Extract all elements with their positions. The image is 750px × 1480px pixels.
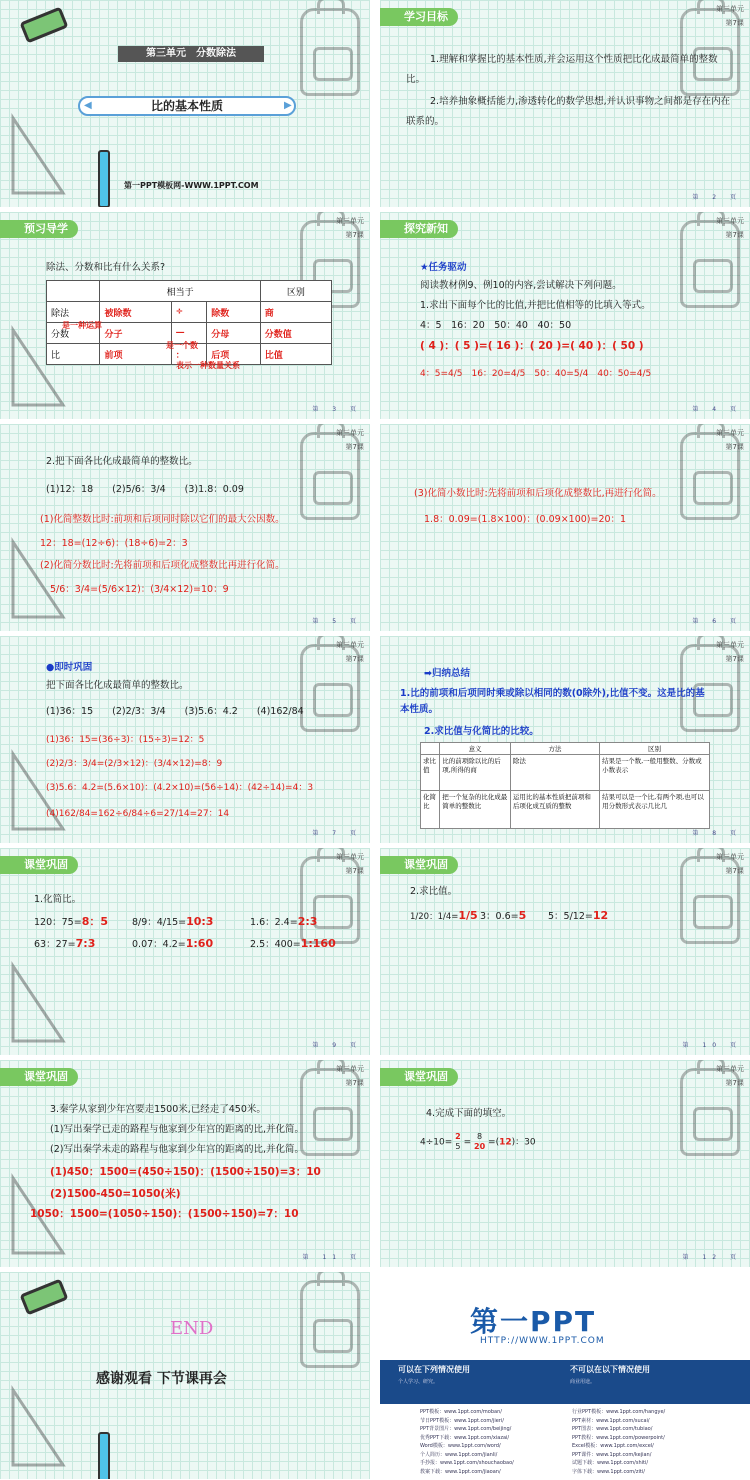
exercise-title: 2.把下面各比化成最简单的整数比。: [46, 456, 198, 467]
ratio-value-title: 2.求比值。: [410, 886, 458, 897]
equation: ( 4 )：( 5 )=( 16 )：( 20 )=( 40 )：( 50 ): [420, 340, 644, 352]
answer-1: 12：18=(12÷6)：(18÷6)=2：3: [40, 538, 188, 549]
link-list-left: [420, 1408, 514, 1476]
resource-link[interactable]: PPT课件：www.1ppt.com/kejian/: [572, 1451, 652, 1458]
resource-link[interactable]: 试题下载：www.1ppt.com/shiti/: [572, 1460, 649, 1466]
lesson-label: 第7课: [345, 231, 364, 239]
compare-table: 意义 方法 区别 求比值 比的前项除以比的后项,所得的商 除法 结果是一个数,一般用整数、分数或小数表示 化简比 把一个复杂的比化成最简单的整数比 运用比的基本性质把前项和后项化成互质的整数 结果可以是一个比,有两个项,也可以用分数形式表示几比几: [420, 742, 710, 829]
section-tag: 课堂巩固: [380, 1068, 458, 1086]
page-number: 第 5 页: [312, 618, 362, 625]
section-tag: 课堂巩固: [0, 1068, 78, 1086]
slide-12[interactable]: [380, 1060, 750, 1267]
question: 除法、分数和比有什么关系?: [46, 262, 166, 273]
goal-1: 1.理解和掌握比的基本性质,并会运用这个性质把比化成最简单的整数比。: [406, 54, 718, 85]
resource-link[interactable]: Excel模板：www.1ppt.com/excel/: [572, 1443, 654, 1449]
resource-link[interactable]: PPT教程：www.1ppt.com/powerpoint/: [572, 1434, 665, 1441]
lesson-label: 第7课: [725, 1079, 744, 1087]
triangle-ruler-icon: [8, 961, 68, 1047]
rule-2: (2)化简分数比时:先将前项和后项化成整数比再进行化简。: [40, 560, 285, 571]
info-band: 可以在下列情况使用 个人学习、研究。 不可以在以下情况使用 商业用途。: [380, 1360, 750, 1404]
arrow-right-icon: ▶: [284, 100, 292, 111]
page-number: 第 11 页: [302, 1254, 362, 1261]
page-number: 第 4 页: [692, 406, 742, 413]
slide-11[interactable]: [0, 1060, 370, 1267]
practice-title: 把下面各比化成最简单的整数比。: [46, 680, 189, 691]
lesson-label: 第7课: [345, 1079, 364, 1087]
backpack-icon: [300, 8, 360, 96]
note-2: 是一个数: [166, 341, 198, 350]
unit-label: 第三单元: [716, 1065, 744, 1073]
resource-link[interactable]: PPT模板：www.1ppt.com/moban/: [420, 1409, 502, 1415]
simplify-title: 1.化简比。: [34, 894, 82, 905]
section-tag: 学习目标: [380, 8, 458, 26]
lesson-label: 第7课: [725, 655, 744, 663]
unit-label: 第三单元: [336, 1065, 364, 1073]
slide-13[interactable]: [0, 1272, 370, 1479]
question-2: (2)写出秦学未走的路程与他家到少年宫的距离的比,并化简。: [50, 1144, 304, 1155]
unit-label: 第三单元: [716, 641, 744, 649]
section-tag: 课堂巩固: [380, 856, 458, 874]
summary-line-1: 1.比的前项和后项同时乘或除以相同的数(0除外),比值不变。这是比的基本性质。: [400, 688, 705, 715]
solution-1: (1)450：1500=(450÷150)：(1500÷150)=3：10: [50, 1166, 321, 1178]
question-1: (1)写出秦学已走的路程与他家到少年宫的距离的比,并化简。: [50, 1124, 304, 1135]
relation-table: 相当于 区别 除法 被除数 ÷ 除数 商 分数 分子 — 分母 分数值 比 前项 ： 后项 比值: [46, 280, 332, 365]
lesson-label: 第7课: [345, 867, 364, 875]
goal-2: 2.培养抽象概括能力,渗透转化的数学思想,并认识事物之间都是存在内在联系的。: [406, 96, 731, 127]
page-number: 第 9 页: [312, 1042, 362, 1049]
link-list-right: [572, 1408, 665, 1476]
resource-link[interactable]: PPT素材：www.1ppt.com/sucai/: [572, 1417, 650, 1424]
lesson-label: 第7课: [725, 231, 744, 239]
task-line-1: 阅读教材例9、例10的内容,尝试解决下列问题。: [420, 280, 622, 291]
ppt-logo: 第一PPT: [470, 1305, 597, 1338]
practice-answer-1: (1)36：15=(36÷3)：(15÷3)=12：5: [46, 735, 205, 745]
ratios: 4：5 16：20 50：40 40：50: [420, 320, 572, 331]
unit-label: 第三单元: [716, 853, 744, 861]
summary-line-2: 2.求比值与化简比的比较。: [424, 726, 539, 737]
page-number: 第 6 页: [692, 618, 742, 625]
eraser-icon: [19, 1279, 68, 1316]
slide-title: 比的基本性质: [78, 96, 296, 116]
eraser-icon: [19, 7, 68, 44]
unit-label: 第三单元: [716, 429, 744, 437]
slide-9[interactable]: 课堂巩固 第三单元 第7课 1.化简比。 120：75=8：5 8/9：4/15=10:3 1.6：2.4=2:3 63：27=7:3 0.07：4.2=1:60 2.5：400=1:160 第 9 页: [0, 848, 370, 1055]
note-3: 表示一种数量关系: [176, 361, 240, 370]
backpack-icon: [300, 1280, 360, 1368]
unit-label: 第三单元: [716, 5, 744, 13]
resource-link[interactable]: PPT图表：www.1ppt.com/tubiao/: [572, 1426, 653, 1432]
slide-3[interactable]: [0, 212, 370, 419]
resource-link[interactable]: 优秀PPT下载：www.1ppt.com/xiazai/: [420, 1434, 510, 1441]
resource-link[interactable]: 字体下载：www.1ppt.com/ziti/: [572, 1468, 645, 1475]
ppt-url: HTTP://WWW.1PPT.COM: [480, 1336, 605, 1346]
resource-link[interactable]: 行业PPT模板：www.1ppt.com/hangye/: [572, 1409, 666, 1415]
page-number: 第 12 页: [682, 1254, 742, 1261]
unit-label: 第三单元: [336, 429, 364, 437]
practice-answer-3: (3)5.6：4.2=(5.6×10)：(4.2×10)=(56÷14)：(42÷14)=4：3: [46, 783, 314, 793]
pencil-icon: [98, 150, 110, 207]
end-mark: END: [170, 1318, 214, 1339]
lesson-label: 第7课: [345, 443, 364, 451]
resource-link[interactable]: 教案下载：www.1ppt.com/jiaoan/: [420, 1468, 501, 1475]
page-number: 第 2 页: [692, 194, 742, 201]
exercise-items: (1)12：18 (2)5/6：3/4 (3)1.8：0.09: [46, 484, 244, 495]
resource-link[interactable]: Word模板：www.1ppt.com/word/: [420, 1443, 501, 1449]
practice-heading: ●即时巩固: [46, 662, 93, 673]
page-number: 第 7 页: [312, 830, 362, 837]
triangle-ruler-icon: [8, 113, 68, 199]
rule-1: (1)化简整数比时:前项和后项同时除以它们的最大公因数。: [40, 514, 285, 525]
unit-banner: 第三单元 分数除法: [118, 46, 264, 62]
page-number: 第 8 页: [692, 830, 742, 837]
slide-5[interactable]: [0, 424, 370, 631]
note-1: 是一种运算: [62, 321, 102, 330]
unit-label: 第三单元: [336, 853, 364, 861]
practice-items: (1)36：15 (2)2/3：3/4 (3)5.6：4.2 (4)162/84: [46, 706, 304, 717]
page-number: 第 3 页: [312, 406, 362, 413]
triangle-ruler-icon: [8, 1385, 68, 1471]
solution-2b: 1050：1500=(1050÷150)：(1500÷150)=7：10: [30, 1208, 299, 1220]
slide-8[interactable]: [380, 636, 750, 843]
solution-2a: (2)1500-450=1050(米): [50, 1188, 181, 1200]
fill-title: 4.完成下面的填空。: [426, 1108, 512, 1119]
section-tag: 课堂巩固: [0, 856, 78, 874]
page-number: 第 10 页: [682, 1042, 742, 1049]
resource-link[interactable]: 节日PPT模板：www.1ppt.com/jieri/: [420, 1417, 504, 1424]
section-tag: 预习导学: [0, 220, 78, 238]
slide-7[interactable]: [0, 636, 370, 843]
slide-14[interactable]: [380, 1272, 750, 1479]
task-heading: ★任务驱动: [420, 262, 467, 273]
site-credit: 第一PPT模板网-WWW.1PPT.COM: [124, 181, 259, 190]
section-tag: 探究新知: [380, 220, 458, 238]
pencil-icon: [98, 1432, 110, 1479]
answer-3: 1.8：0.09=(1.8×100)：(0.09×100)=20：1: [424, 514, 627, 525]
slide-4[interactable]: [380, 212, 750, 419]
thanks-text: 感谢观看 下节课再会: [96, 1371, 227, 1387]
arrow-left-icon: ◀: [84, 100, 92, 111]
resource-link[interactable]: 手抄报：www.1ppt.com/shouchaobao/: [420, 1460, 514, 1466]
lesson-label: 第7课: [725, 19, 744, 27]
slide-1[interactable]: [0, 0, 370, 207]
unit-label: 第三单元: [336, 641, 364, 649]
unit-label: 第三单元: [716, 217, 744, 225]
answer-2: 5/6：3/4=(5/6×12)：(3/4×12)=10：9: [50, 584, 229, 595]
fill-equation: 4÷10= 2 5 = 8 20 =(12)：30: [420, 1132, 536, 1151]
practice-answer-4: (4)162/84=162÷6/84÷6=27/14=27：14: [46, 809, 230, 819]
lesson-label: 第7课: [725, 867, 744, 875]
practice-answer-2: (2)2/3：3/4=(2/3×12)：(3/4×12)=8：9: [46, 759, 223, 769]
resource-link[interactable]: 个人简历：www.1ppt.com/jianli/: [420, 1451, 498, 1458]
summary-heading: ➡归纳总结: [424, 668, 470, 679]
ratio-values: 4：5=4/5 16：20=4/5 50：40=5/4 40：50=4/5: [420, 369, 652, 379]
word-problem: 3.秦学从家到少年宫要走1500米,已经走了450米。: [50, 1104, 266, 1115]
task-line-2: 1.求出下面每个比的比值,并把比值相等的比填入等式。: [420, 300, 651, 311]
slide-2[interactable]: [380, 0, 750, 207]
lesson-label: 第7课: [345, 655, 364, 663]
lesson-label: 第7课: [725, 443, 744, 451]
slide-10[interactable]: 课堂巩固 第三单元 第7课 2.求比值。 1/20：1/4=1/5 3：0.6=5 5：5/12=12 第 10 页: [380, 848, 750, 1055]
rule-3: (3)化简小数比时:先将前项和后项化成整数比,再进行化简。: [414, 488, 662, 499]
slide-6[interactable]: [380, 424, 750, 631]
resource-link[interactable]: PPT背景图片：www.1ppt.com/beijing/: [420, 1426, 512, 1432]
unit-label: 第三单元: [336, 217, 364, 225]
